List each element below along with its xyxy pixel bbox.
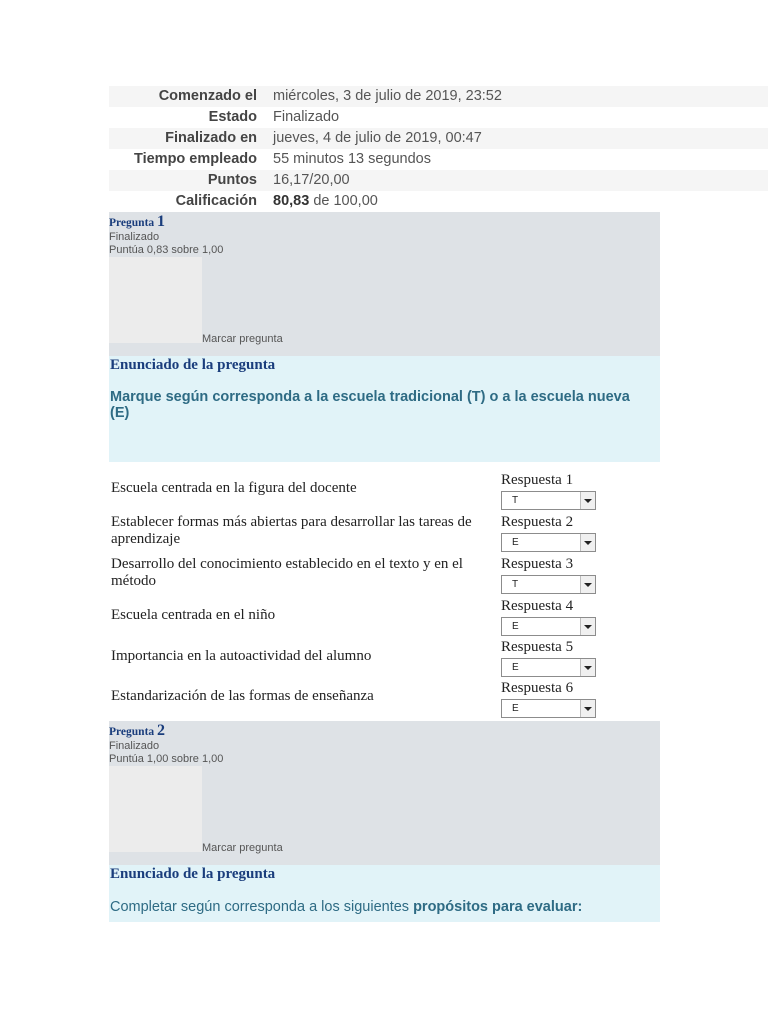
attempt-summary	[109, 86, 768, 212]
summary-value: Finalizado	[273, 109, 340, 125]
question-number: 1	[157, 213, 166, 230]
answer-select[interactable]	[501, 575, 596, 594]
summary-label: Comenzado el	[158, 88, 257, 104]
answer-prompt: Establecer formas más abiertas para desarrollar las tareas de aprendizaje	[111, 514, 472, 547]
summary-label: Tiempo empleado	[133, 151, 257, 167]
answer-prompt: Escuela centrada en la figura del docente	[111, 480, 357, 496]
selected-value: T	[512, 579, 519, 590]
answer-select[interactable]	[501, 699, 596, 718]
flag-question-link[interactable]: Marcar pregunta	[202, 842, 283, 854]
summary-row-state	[109, 107, 768, 128]
question-1-state: Finalizado	[109, 231, 160, 243]
question-2-title: Pregunta 2	[109, 722, 166, 739]
answer-prompt: Desarrollo del conocimiento establecido en el texto y en el método	[111, 556, 463, 589]
summary-value	[265, 191, 378, 212]
summary-row-started	[109, 86, 768, 107]
answer-select[interactable]	[501, 533, 596, 552]
question-2-state: Finalizado	[109, 740, 160, 752]
summary-label: Estado	[208, 109, 257, 125]
selected-value: T	[512, 495, 519, 506]
answer-label: Respuesta 2	[501, 514, 574, 530]
answer-select[interactable]	[501, 617, 596, 636]
flag-box	[109, 766, 202, 852]
answer-prompt: Escuela centrada en el niño	[111, 607, 276, 623]
answer-row	[111, 598, 671, 638]
question-heading: Enunciado de la pregunta	[110, 357, 276, 373]
selected-value: E	[512, 537, 519, 548]
answer-row	[111, 472, 671, 512]
question-statement: Marque según corresponda a la escuela tradicional (T) o a la escuela nueva (E)	[110, 389, 630, 421]
question-2-text	[109, 865, 660, 922]
question-2-grade: Puntúa 1,00 sobre 1,00	[109, 753, 224, 765]
answer-label: Respuesta 3	[501, 556, 574, 572]
answer-select[interactable]	[501, 491, 596, 510]
chevron-down-icon[interactable]	[580, 659, 595, 676]
question-number: 2	[157, 722, 166, 739]
summary-row-time	[109, 149, 768, 170]
question-1-text	[109, 356, 660, 462]
answer-prompt: Importancia en la autoactividad del alumno	[111, 648, 372, 664]
chevron-down-icon[interactable]	[580, 618, 595, 635]
question-2-info	[109, 721, 660, 865]
summary-row-points	[109, 170, 768, 191]
answer-label: Respuesta 1	[501, 472, 574, 488]
summary-label: Finalizado en	[165, 130, 257, 146]
summary-label: Puntos	[207, 172, 257, 188]
question-1-info	[109, 212, 660, 356]
selected-value: E	[512, 662, 519, 673]
answer-label: Respuesta 5	[501, 639, 574, 655]
chevron-down-icon[interactable]	[580, 576, 595, 593]
question-1-grade: Puntúa 0,83 sobre 1,00	[109, 244, 224, 256]
answer-row	[111, 680, 671, 720]
answer-row	[111, 514, 671, 554]
selected-value: E	[512, 621, 519, 632]
answer-prompt: Estandarización de las formas de enseñanza	[111, 688, 374, 704]
summary-label: Calificación	[175, 193, 257, 209]
grade-max: de 100,00	[309, 193, 378, 209]
summary-value: miércoles, 3 de julio de 2019, 23:52	[273, 88, 502, 104]
answer-row	[111, 639, 671, 679]
question-statement: Completar según corresponda a los siguientes propósitos para evaluar:	[110, 899, 583, 915]
answer-label: Respuesta 6	[501, 680, 574, 696]
summary-value: jueves, 4 de julio de 2019, 00:47	[273, 130, 482, 146]
chevron-down-icon[interactable]	[580, 534, 595, 551]
chevron-down-icon[interactable]	[580, 492, 595, 509]
answer-row	[111, 556, 671, 596]
flag-box	[109, 257, 202, 343]
summary-value: 16,17/20,00	[273, 172, 350, 188]
answer-label: Respuesta 4	[501, 598, 574, 614]
question-heading: Enunciado de la pregunta	[110, 866, 276, 882]
answer-select[interactable]	[501, 658, 596, 677]
summary-row-finished	[109, 128, 768, 149]
grade-value: 80,83	[273, 193, 310, 209]
question-1-title: Pregunta 1	[109, 213, 166, 230]
summary-row-grade	[109, 191, 768, 212]
summary-value: 55 minutos 13 segundos	[273, 151, 431, 167]
chevron-down-icon[interactable]	[580, 700, 595, 717]
flag-question-link[interactable]: Marcar pregunta	[202, 333, 283, 345]
selected-value: E	[512, 703, 519, 714]
